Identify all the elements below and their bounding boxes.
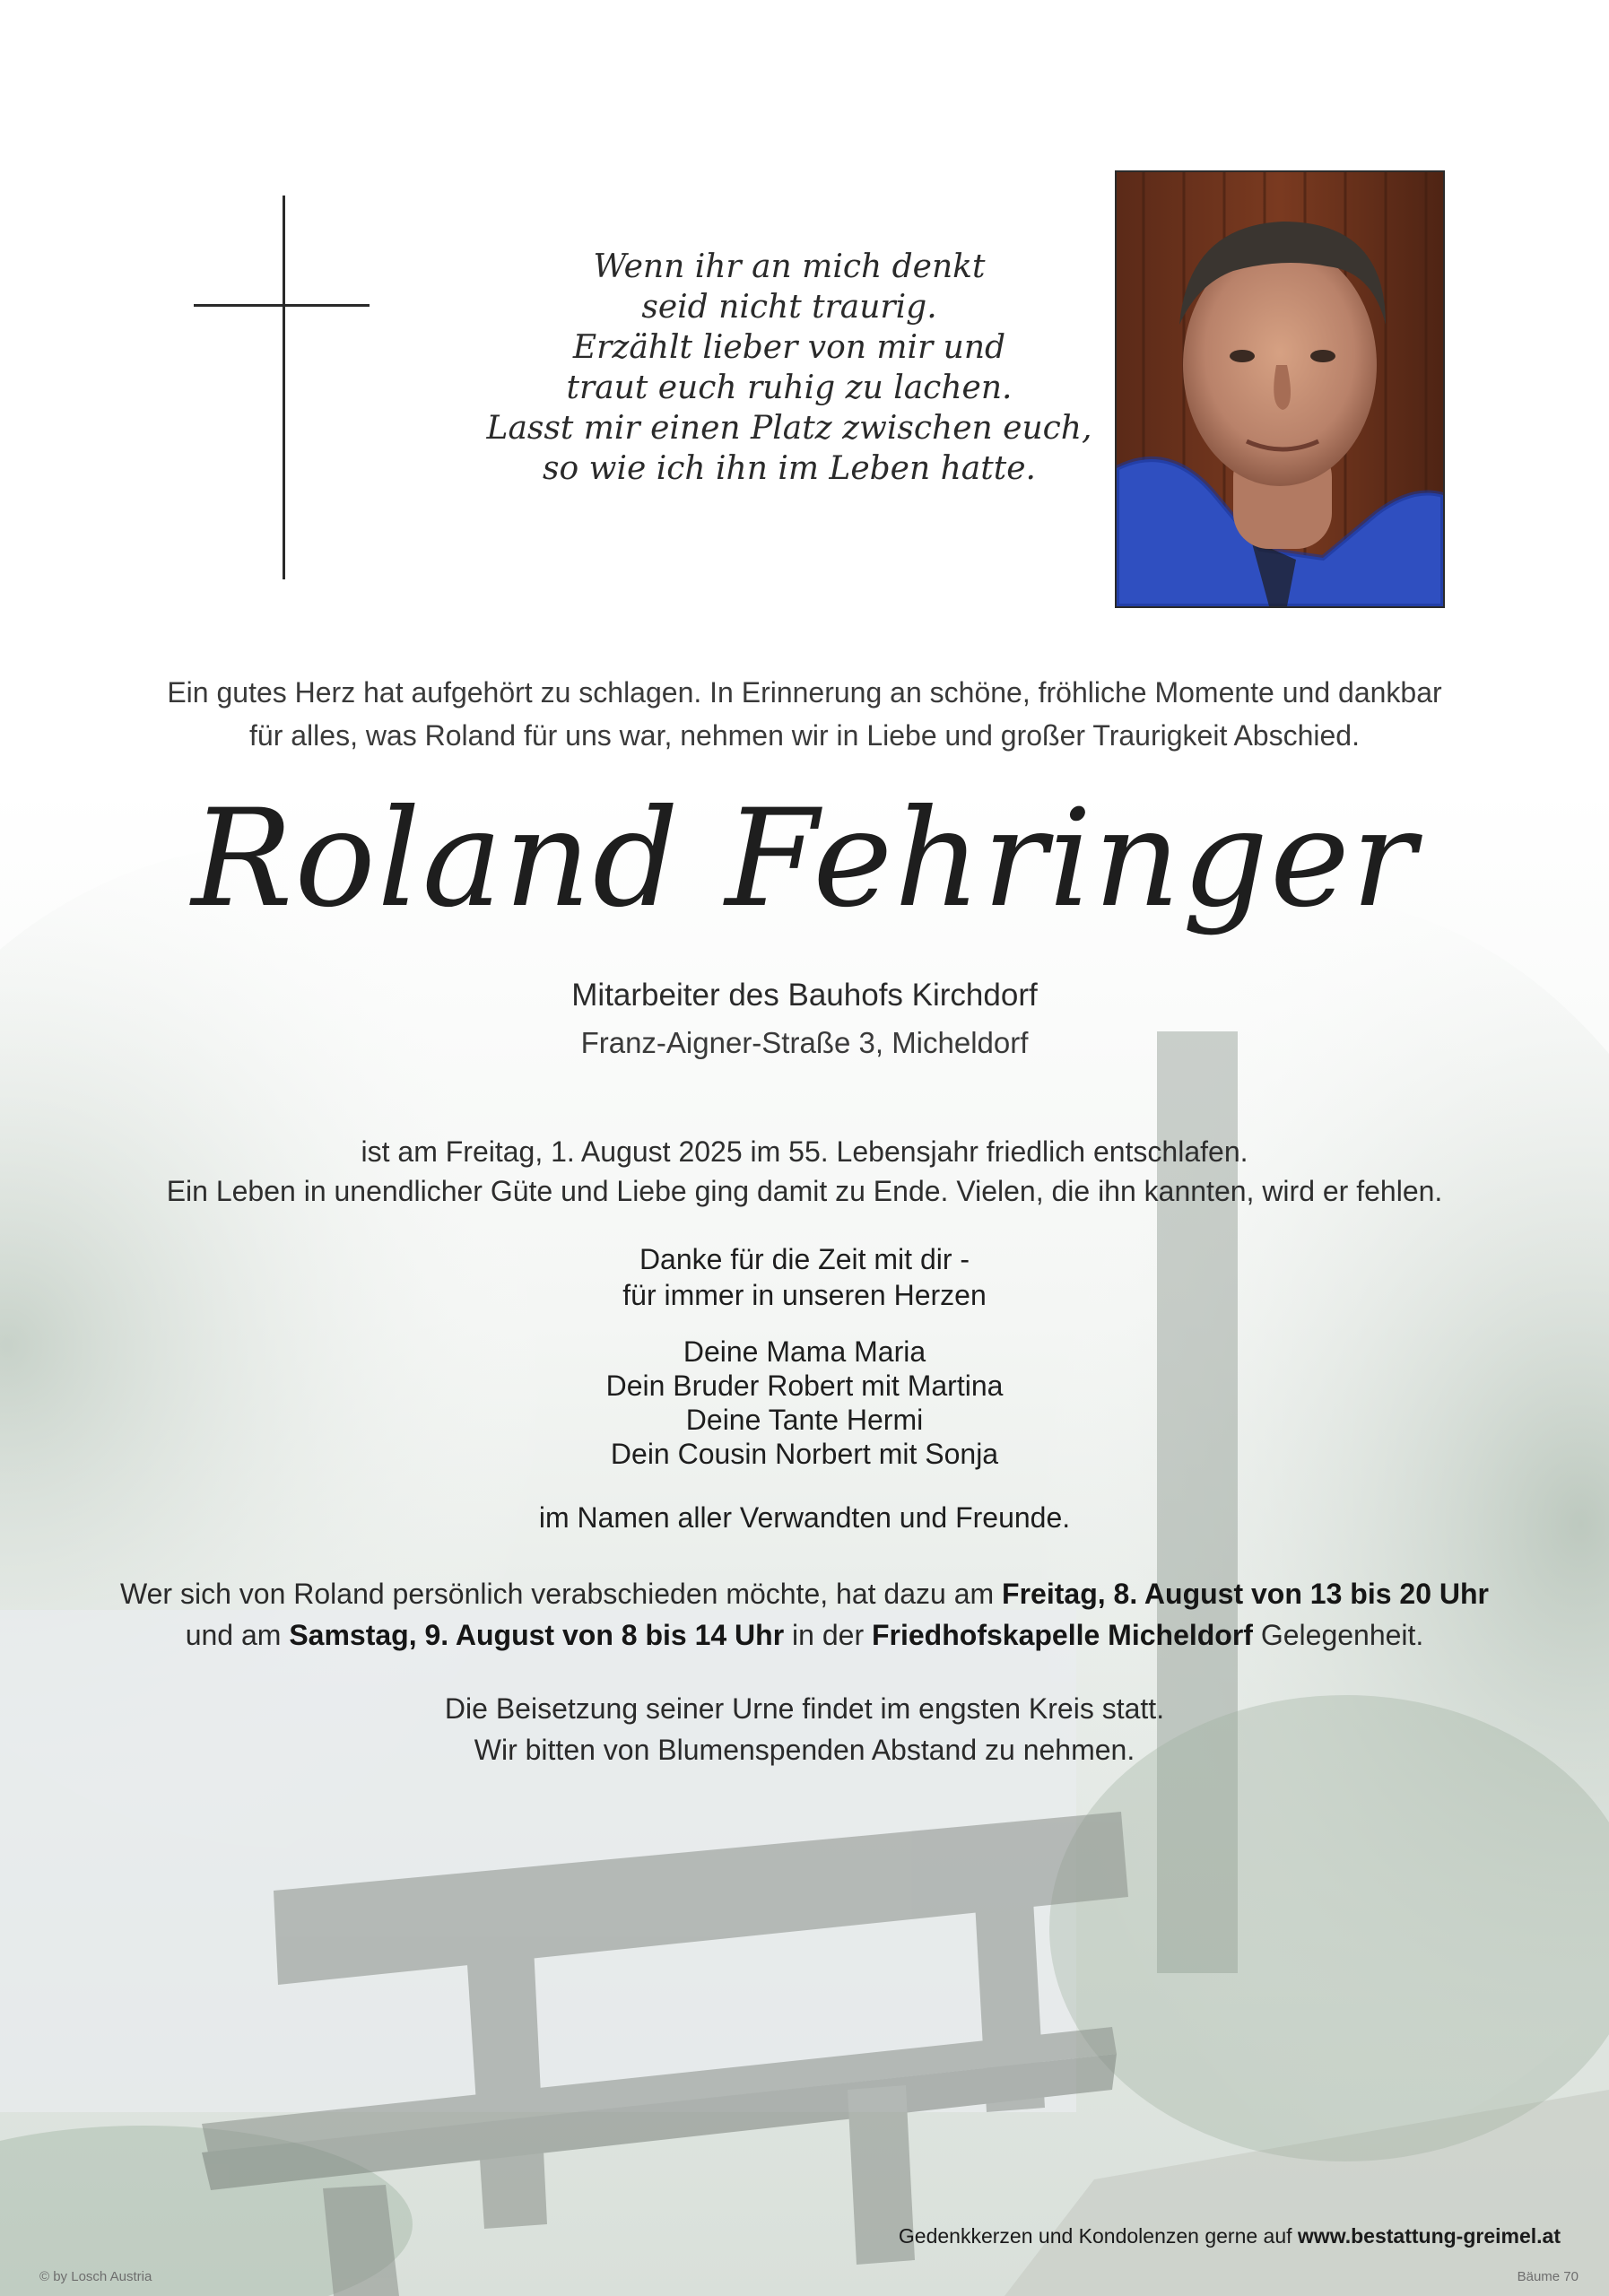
viewing-line-2: [99, 1614, 1510, 1656]
mourner-entry: Deine Tante Hermi: [685, 1404, 924, 1436]
portrait-image: [1117, 172, 1443, 606]
burial-line: Wir bitten von Blumenspenden Abstand zu nehmen.: [474, 1734, 1135, 1766]
deceased-role: Mitarbeiter des Bauhofs Kirchdorf: [571, 978, 1038, 1013]
thanks-line: Danke für die Zeit mit dir -: [639, 1243, 970, 1275]
passing-line: Ein Leben in unendlicher Güte und Liebe ging damit zu Ende. Vielen, die ihn kannten, wird er fehlen.: [166, 1175, 1443, 1207]
mourner-entry: Dein Cousin Norbert mit Sonja: [610, 1438, 999, 1470]
poem-line: so wie ich ihn im Leben hatte.: [543, 450, 1036, 487]
condolence-text: Gedenkkerzen und Kondolenzen gerne auf: [898, 2224, 1298, 2248]
mourner-entry: Dein Bruder Robert mit Martina: [605, 1370, 1004, 1402]
poem-line: seid nicht traurig.: [641, 289, 937, 326]
viewing-location: Friedhofskapelle Micheldorf: [871, 1619, 1253, 1651]
passing-text: [117, 1132, 1492, 1211]
deceased-name: Roland Fehringer: [191, 781, 1418, 937]
burial-line: Die Beisetzung seiner Urne findet im engsten Kreis statt.: [444, 1692, 1165, 1725]
template-credit: Bäume 70: [1517, 2269, 1579, 2284]
viewing-line-1: [99, 1573, 1510, 1614]
memorial-poem: [422, 247, 1157, 489]
poem-line: Erzählt lieber von mir und: [572, 329, 1006, 366]
poem-line: traut euch ruhig zu lachen.: [566, 370, 1013, 406]
poem-line: Wenn ihr an mich denkt: [593, 248, 986, 285]
mourner-entry: Deine Mama Maria: [683, 1335, 926, 1368]
viewing-info: [99, 1573, 1510, 1656]
viewing-date-friday: Freitag, 8. August von 13 bis 20 Uhr: [1002, 1578, 1489, 1610]
copyright-credit: © by Losch Austria: [39, 2269, 152, 2284]
intro-text: [135, 671, 1474, 757]
viewing-text: in der: [784, 1619, 872, 1651]
on-behalf-text: im Namen aller Verwandten und Freunde.: [538, 1501, 1071, 1534]
burial-info: [266, 1688, 1343, 1770]
viewing-text: Gelegenheit.: [1252, 1619, 1424, 1651]
deceased-address: Franz-Aigner-Straße 3, Micheldorf: [580, 1026, 1029, 1059]
viewing-text: Wer sich von Roland persönlich verabschieden möchte, hat dazu am: [120, 1578, 1003, 1610]
intro-line: für alles, was Roland für uns war, nehmen wir in Liebe und großer Traurigkeit Abschied.: [249, 719, 1360, 752]
thanks-text: [356, 1241, 1253, 1313]
passing-line: ist am Freitag, 1. August 2025 im 55. Lebensjahr friedlich entschlafen.: [361, 1135, 1248, 1168]
website-link[interactable]: www.bestattung-greimel.at: [1297, 2224, 1561, 2248]
viewing-date-saturday: Samstag, 9. August von 8 bis 14 Uhr: [289, 1619, 785, 1651]
mourners-list: [356, 1335, 1253, 1471]
intro-line: Ein gutes Herz hat aufgehört zu schlagen. In Erinnerung an schöne, fröhliche Momente und dankbar: [167, 676, 1442, 709]
portrait-photo: [1115, 170, 1445, 608]
poem-line: Lasst mir einen Platz zwischen euch,: [486, 410, 1092, 447]
condolence-footer: [807, 2222, 1561, 2249]
thanks-line: für immer in unseren Herzen: [622, 1279, 987, 1311]
viewing-text: und am: [185, 1619, 290, 1651]
